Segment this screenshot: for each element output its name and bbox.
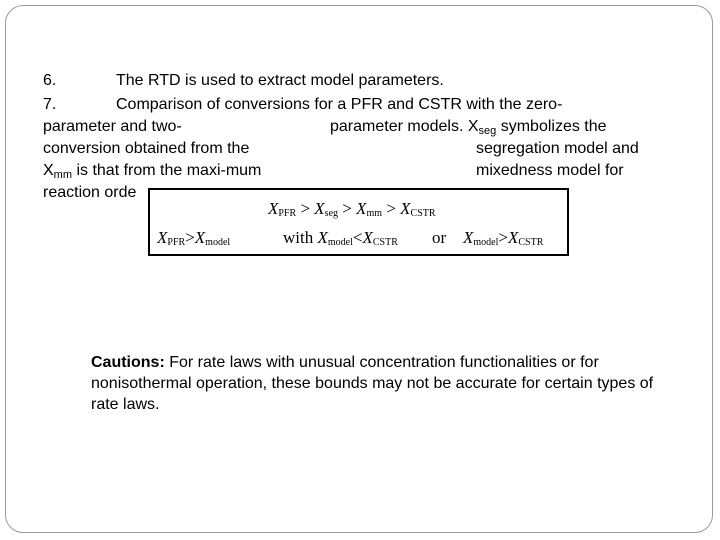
cautions-label: Cautions: <box>91 354 165 371</box>
x-var: X <box>356 199 367 218</box>
x-var: X <box>463 228 474 247</box>
with-model-lt-cstr <box>283 228 398 248</box>
item-7-line2a: parameter and two- <box>43 118 182 135</box>
item-7-line3a: conversion obtained from the <box>43 140 250 157</box>
x-seg-subscript: seg <box>478 125 497 137</box>
x-var: X <box>268 199 279 218</box>
sub-seg: seg <box>324 208 339 219</box>
item-6-text: The RTD is used to extract model parameters. <box>116 72 444 89</box>
item-7-line3b: segregation model and <box>476 140 639 157</box>
cautions-paragraph <box>91 352 681 415</box>
item-7-line4a-post: is that from the maxi-mum <box>72 162 262 179</box>
gt-symbol: > <box>498 228 508 247</box>
pfr-gt-model <box>157 228 230 248</box>
gt-symbol: > <box>342 199 352 218</box>
gt-symbol: > <box>185 228 195 247</box>
x-mm-subscript: mm <box>53 169 72 181</box>
model-gt-cstr <box>463 228 543 248</box>
x-var: X <box>194 228 206 247</box>
item-7-line2b-pre: parameter models. X <box>330 118 479 135</box>
cautions-text: For rate laws with unusual concentration functionalities or for nonisothermal operation, these bounds may not be accurate for certain types of rate laws. <box>91 354 654 413</box>
gt-symbol: > <box>386 199 396 218</box>
item-7-number: 7. <box>43 96 57 113</box>
sub-pfr: PFR <box>167 237 186 248</box>
item-7-line2b <box>330 117 607 137</box>
item-6-number: 6. <box>43 72 57 89</box>
with-word: with <box>283 228 314 247</box>
inequality-row-1 <box>268 199 436 219</box>
sub-mm: mm <box>366 208 383 219</box>
item-7-line4b: mixedness model for <box>476 162 624 179</box>
sub-cstr: CSTR <box>372 237 398 248</box>
item-7-line4a-pre: X <box>43 162 54 179</box>
sub-pfr: PFR <box>278 208 297 219</box>
lt-symbol: < <box>352 228 363 247</box>
sub-cstr: CSTR <box>410 208 436 219</box>
item-7-line2b-post: symbolizes the <box>496 118 607 135</box>
or-word: or <box>432 228 447 247</box>
conversion-inequality-box <box>148 188 569 256</box>
gt-symbol: > <box>300 199 311 218</box>
item-7-line1: Comparison of conversions for a PFR and CSTR with the zero- <box>116 96 563 113</box>
sub-model: model <box>327 237 353 248</box>
sub-model: model <box>473 237 499 248</box>
sub-model: model <box>205 237 231 248</box>
sub-cstr: CSTR <box>518 237 544 248</box>
x-var: X <box>314 199 325 218</box>
item-7-line4a <box>43 161 261 181</box>
x-var: X <box>317 228 328 247</box>
x-var: X <box>507 228 519 247</box>
item-6 <box>43 71 56 91</box>
x-var: X <box>400 199 411 218</box>
x-var: X <box>157 228 168 247</box>
x-var: X <box>362 228 373 247</box>
item-7-line5: reaction orde <box>43 184 137 201</box>
